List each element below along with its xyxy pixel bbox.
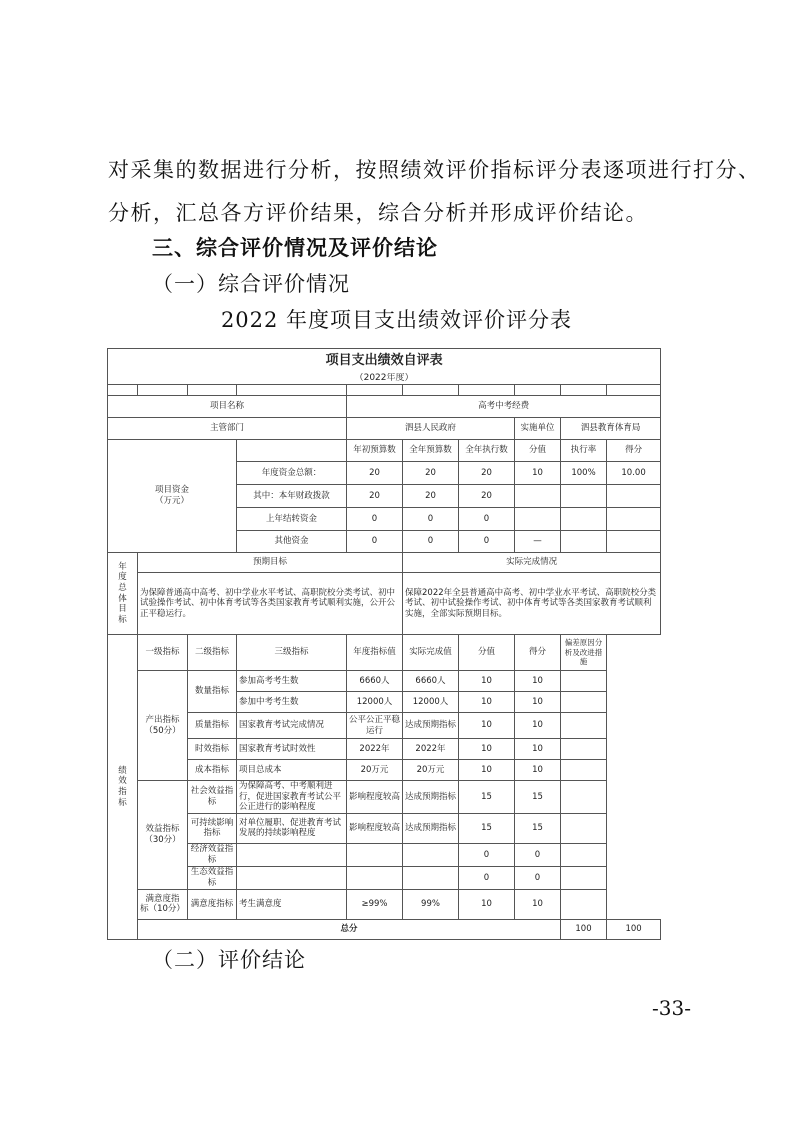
indicator-actual: 达成预期指标 xyxy=(403,781,459,814)
funds-row-label: 其他资金 xyxy=(237,531,347,553)
table-title: 项目支出绩效自评表 xyxy=(108,349,661,373)
quantity-indicator-label: 数量指标 xyxy=(188,671,237,713)
indicator-got: 10 xyxy=(515,713,561,739)
indicator-name: 参加中考考生数 xyxy=(237,692,347,713)
funds-row-label: 年度资金总额： xyxy=(237,462,347,485)
indicator-score: 0 xyxy=(459,843,515,866)
indicator-name: 国家教育考试完成情况 xyxy=(237,713,347,739)
indicator-score: 10 xyxy=(459,889,515,919)
project-name-label: 项目名称 xyxy=(108,396,347,418)
indicator-got: 10 xyxy=(515,692,561,713)
actual-result-header: 实际完成情况 xyxy=(403,553,661,573)
funds-cell: — xyxy=(515,531,561,553)
indicator-name xyxy=(237,866,347,889)
indicator-actual: 99% xyxy=(403,889,459,919)
indicator-target: 20万元 xyxy=(347,760,403,781)
funds-cell: 0 xyxy=(347,508,403,531)
sustainability-label: 可持续影响指标 xyxy=(188,813,237,843)
economic-benefit-label: 经济效益指标 xyxy=(188,843,237,866)
indicator-got: 0 xyxy=(515,843,561,866)
total-got: 100 xyxy=(607,919,661,939)
satisfaction-sub-label: 满意度指标 xyxy=(188,889,237,919)
indicator-got: 10 xyxy=(515,760,561,781)
funds-cell: 0 xyxy=(403,531,459,553)
funds-cell xyxy=(607,531,661,553)
funds-cell: 20 xyxy=(403,462,459,485)
funds-cell xyxy=(561,508,607,531)
funds-cell: 20 xyxy=(459,462,515,485)
funds-label: 项目资金 （万元） xyxy=(108,440,237,553)
funds-header: 得分 xyxy=(607,440,661,462)
funds-cell: 20 xyxy=(459,485,515,508)
funds-header: 执行率 xyxy=(561,440,607,462)
indicator-name: 为保障高考、中考顺利进行，促进国家教育考试公平公正进行的影响程度 xyxy=(237,781,347,814)
indicator-header: 实际完成值 xyxy=(403,635,459,671)
indicator-name: 考生满意度 xyxy=(237,889,347,919)
impl-value: 泗县教育体育局 xyxy=(561,418,661,440)
indicator-actual: 6660人 xyxy=(403,671,459,692)
funds-cell: 0 xyxy=(459,508,515,531)
indicator-actual: 20万元 xyxy=(403,760,459,781)
funds-header: 全年预算数 xyxy=(403,440,459,462)
funds-row-label: 其中：本年财政拨款 xyxy=(237,485,347,508)
indicator-got: 0 xyxy=(515,866,561,889)
indicator-score: 0 xyxy=(459,866,515,889)
indicator-header: 一级指标 xyxy=(138,635,188,671)
funds-cell: 0 xyxy=(459,531,515,553)
indicator-got: 15 xyxy=(515,781,561,814)
total-score: 100 xyxy=(561,919,607,939)
funds-cell: 20 xyxy=(403,485,459,508)
section-heading-3: 三、综合评价情况及评价结论 xyxy=(152,236,438,260)
indicator-actual: 达成预期指标 xyxy=(403,813,459,843)
indicator-target: 6660人 xyxy=(347,671,403,692)
indicator-name: 对单位履职、促进教育考试发展的持续影响程度 xyxy=(237,813,347,843)
subheading-1: （一）综合评价情况 xyxy=(152,272,350,296)
funds-header: 全年执行数 xyxy=(459,440,515,462)
total-label: 总分 xyxy=(138,919,561,939)
indicator-name: 参加高考考生数 xyxy=(237,671,347,692)
dept-value: 泗县人民政府 xyxy=(347,418,515,440)
evaluation-table xyxy=(107,348,661,940)
indicator-actual: 2022年 xyxy=(403,739,459,760)
indicator-name: 国家教育考试时效性 xyxy=(237,739,347,760)
indicator-actual xyxy=(403,866,459,889)
evaluation-table-container xyxy=(107,348,660,940)
funds-cell: 10.00 xyxy=(607,462,661,485)
indicator-name: 项目总成本 xyxy=(237,760,347,781)
indicator-actual: 达成预期指标 xyxy=(403,713,459,739)
indicator-target: 12000人 xyxy=(347,692,403,713)
indicator-header: 偏差原因分析及改进措施 xyxy=(561,635,607,671)
indicator-got: 10 xyxy=(515,739,561,760)
funds-cell: 20 xyxy=(347,462,403,485)
funds-cell xyxy=(607,485,661,508)
indicator-score: 15 xyxy=(459,813,515,843)
indicator-got: 10 xyxy=(515,889,561,919)
social-benefit-label: 社会效益指标 xyxy=(188,781,237,814)
project-name-value: 高考中考经费 xyxy=(347,396,661,418)
indicator-target xyxy=(347,866,403,889)
funds-cell: 0 xyxy=(347,531,403,553)
indicator-score: 15 xyxy=(459,781,515,814)
indicator-target: 公平公正平稳运行 xyxy=(347,713,403,739)
indicator-target: 影响程度较高 xyxy=(347,813,403,843)
funds-header: 分值 xyxy=(515,440,561,462)
indicator-score: 10 xyxy=(459,671,515,692)
indicator-target: 2022年 xyxy=(347,739,403,760)
indicator-score: 10 xyxy=(459,760,515,781)
subheading-2: （二）评价结论 xyxy=(152,948,306,972)
benefit-indicator-label: 效益指标 （30分） xyxy=(138,781,188,890)
dept-label: 主管部门 xyxy=(108,418,347,440)
page-number: -33- xyxy=(652,996,691,1020)
ecological-benefit-label: 生态效益指标 xyxy=(188,866,237,889)
indicator-score: 10 xyxy=(459,713,515,739)
funds-cell xyxy=(607,508,661,531)
timeliness-indicator-label: 时效指标 xyxy=(188,739,237,760)
satisfaction-indicator-label: 满意度指 标（10分） xyxy=(138,889,188,919)
indicator-header: 二级指标 xyxy=(188,635,237,671)
indicator-score: 10 xyxy=(459,739,515,760)
indicator-target xyxy=(347,843,403,866)
output-indicator-label: 产出指标 （50分） xyxy=(138,671,188,781)
funds-cell: 0 xyxy=(403,508,459,531)
impl-label: 实施单位 xyxy=(515,418,561,440)
table-caption: 2022 年度项目支出绩效评价评分表 xyxy=(220,308,573,332)
body-line-2: 分析，汇总各方评价结果，综合分析并形成评价结论。 xyxy=(108,201,648,225)
indicator-name xyxy=(237,843,347,866)
funds-row-label: 上年结转资金 xyxy=(237,508,347,531)
expected-goal-text: 为保障普通高中高考、初中学业水平考试、高职院校分类考试、初中试验操作考试、初中体育考试等各类国家教育考试顺利实施，公开公正平稳运行。 xyxy=(138,573,403,635)
actual-result-text: 保障2022年全县普通高中高考、初中学业水平考试、高职院校分类考试、初中试验操作考试、初中体育考试等各类国家教育考试顺利实施，全部实际预期目标。 xyxy=(403,573,661,635)
indicator-got: 15 xyxy=(515,813,561,843)
funds-cell xyxy=(561,485,607,508)
indicator-target: ≥99% xyxy=(347,889,403,919)
cost-indicator-label: 成本指标 xyxy=(188,760,237,781)
funds-cell: 100% xyxy=(561,462,607,485)
indicator-actual xyxy=(403,843,459,866)
funds-cell xyxy=(515,508,561,531)
funds-cell xyxy=(561,531,607,553)
body-line-1: 对采集的数据进行分析，按照绩效评价指标评分表逐项进行打分、 xyxy=(108,158,761,182)
annual-goal-label: 年 度 总 体 目 标 xyxy=(108,553,138,635)
funds-cell: 20 xyxy=(347,485,403,508)
indicator-header: 三级指标 xyxy=(237,635,347,671)
indicator-got: 10 xyxy=(515,671,561,692)
funds-cell xyxy=(515,485,561,508)
funds-cell: 10 xyxy=(515,462,561,485)
indicator-header: 年度指标值 xyxy=(347,635,403,671)
quality-indicator-label: 质量指标 xyxy=(188,713,237,739)
indicator-target: 影响程度较高 xyxy=(347,781,403,814)
indicator-header: 得分 xyxy=(515,635,561,671)
indicator-header: 分值 xyxy=(459,635,515,671)
performance-indicators-label: 绩 效 指 标 xyxy=(108,635,138,940)
funds-header: 年初预算数 xyxy=(347,440,403,462)
table-year: （2022年度） xyxy=(108,373,661,385)
indicator-actual: 12000人 xyxy=(403,692,459,713)
expected-goal-header: 预期目标 xyxy=(138,553,403,573)
indicator-score: 10 xyxy=(459,692,515,713)
